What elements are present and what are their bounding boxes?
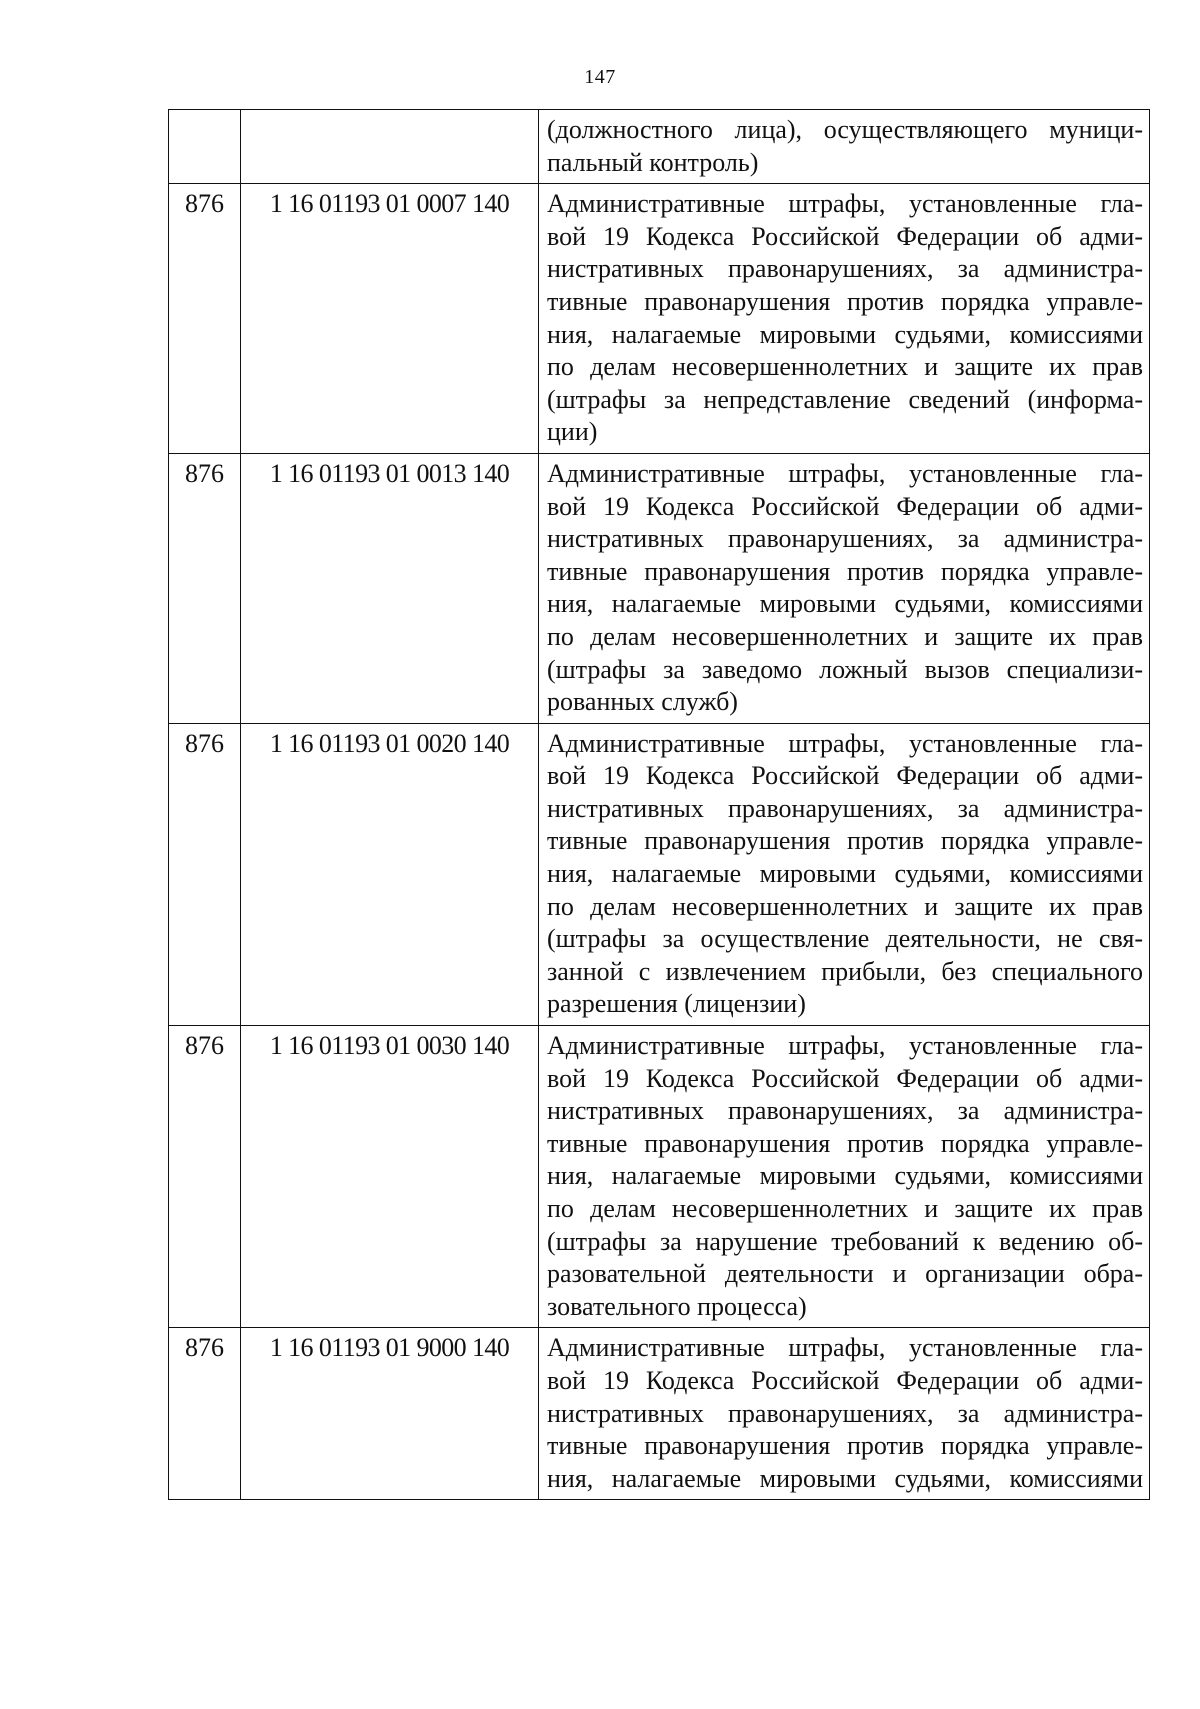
kbk-code-cell xyxy=(241,110,539,184)
description-line: зовательного процесса) xyxy=(547,1291,807,1321)
description-line: (штрафы за осуществление деятельности, не свя- xyxy=(547,924,1143,954)
description-line: (должностного лица), осуществляющего муници- xyxy=(547,115,1143,144)
description-line: ния, налагаемые мировыми судьями, комиссиями xyxy=(547,319,1143,349)
description-line: нистративных правонарушениях, за администра- xyxy=(547,524,1143,554)
table-row xyxy=(169,453,1150,723)
budget-classification-table xyxy=(168,109,1150,1500)
kbk-code-cell: 1 16 01193 01 0030 140 xyxy=(241,1026,539,1328)
description-line: тивные правонарушения против порядка управле- xyxy=(547,286,1143,316)
page-number: 147 xyxy=(584,66,616,88)
description-line: нистративных правонарушениях, за администра- xyxy=(547,1096,1143,1126)
kbk-code-cell: 1 16 01193 01 9000 140 xyxy=(241,1328,539,1500)
description-line: вой 19 Кодекса Российской Федерации об адми- xyxy=(547,1063,1143,1093)
description-cell xyxy=(539,184,1150,454)
description-cell xyxy=(539,723,1150,1025)
description-line: Административные штрафы, установленные гла- xyxy=(547,1333,1143,1363)
description-line: тивные правонарушения против порядка управле- xyxy=(547,556,1143,586)
description-line: по делам несовершеннолетних и защите их прав xyxy=(547,891,1143,921)
description-cell xyxy=(539,1026,1150,1328)
description-line: Административные штрафы, установленные гла- xyxy=(547,189,1143,219)
description-line: вой 19 Кодекса Российской Федерации об адми- xyxy=(547,221,1143,251)
description-line: нистративных правонарушениях, за администра- xyxy=(547,254,1143,284)
kbk-code-cell: 1 16 01193 01 0020 140 xyxy=(241,723,539,1025)
description-line: ния, налагаемые мировыми судьями, комиссиями xyxy=(547,1161,1143,1191)
description-line: (штрафы за непредставление сведений (информа- xyxy=(547,384,1143,414)
description-line: пальный контроль) xyxy=(547,147,759,177)
description-line: вой 19 Кодекса Российской Федерации об адми- xyxy=(547,761,1143,791)
admin-code-cell xyxy=(169,110,241,184)
admin-code-cell: 876 xyxy=(169,453,241,723)
description-line: по делам несовершеннолетних и защите их прав xyxy=(547,621,1143,651)
description-line: Административные штрафы, установленные гла- xyxy=(547,1031,1143,1061)
admin-code-cell: 876 xyxy=(169,723,241,1025)
description-line: вой 19 Кодекса Российской Федерации об адми- xyxy=(547,491,1143,521)
description-cell xyxy=(539,1328,1150,1500)
description-line: нистративных правонарушениях, за администра- xyxy=(547,1398,1143,1428)
admin-code-cell: 876 xyxy=(169,1328,241,1500)
description-line: нистративных правонарушениях, за администра- xyxy=(547,793,1143,823)
kbk-code-cell: 1 16 01193 01 0013 140 xyxy=(241,453,539,723)
description-line: ния, налагаемые мировыми судьями, комиссиями xyxy=(547,859,1143,889)
description-line: Административные штрафы, установленные гла- xyxy=(547,458,1143,488)
kbk-code-cell: 1 16 01193 01 0007 140 xyxy=(241,184,539,454)
description-line: (штрафы за нарушение требований к ведению об- xyxy=(547,1226,1143,1256)
description-line: разрешения (лицензии) xyxy=(547,989,806,1019)
description-cell xyxy=(539,453,1150,723)
description-line: рованных служб) xyxy=(547,687,738,717)
description-line: (штрафы за заведомо ложный вызов специализи- xyxy=(547,654,1143,684)
description-line: разовательной деятельности и организации обра- xyxy=(547,1259,1143,1289)
description-line: тивные правонарушения против порядка управле- xyxy=(547,1431,1143,1461)
table-row xyxy=(169,723,1150,1025)
description-line: по делам несовершеннолетних и защите их прав xyxy=(547,352,1143,382)
description-line: ния, налагаемые мировыми судьями, комиссиями xyxy=(547,1463,1143,1493)
description-cell xyxy=(539,110,1150,184)
admin-code-cell: 876 xyxy=(169,1026,241,1328)
description-line: ции) xyxy=(547,417,598,447)
description-line: тивные правонарушения против порядка управле- xyxy=(547,826,1143,856)
description-line: ния, налагаемые мировыми судьями, комиссиями xyxy=(547,589,1143,619)
table-row xyxy=(169,1328,1150,1500)
table-row-continuation xyxy=(169,110,1150,184)
description-line: вой 19 Кодекса Российской Федерации об адми- xyxy=(547,1365,1143,1395)
admin-code-cell: 876 xyxy=(169,184,241,454)
table-row xyxy=(169,184,1150,454)
description-line: Административные штрафы, установленные гла- xyxy=(547,728,1143,758)
description-line: занной с извлечением прибыли, без специального xyxy=(547,956,1143,986)
description-line: по делам несовершеннолетних и защите их прав xyxy=(547,1194,1143,1223)
description-line: тивные правонарушения против порядка управле- xyxy=(547,1128,1143,1158)
table-row xyxy=(169,1026,1150,1328)
